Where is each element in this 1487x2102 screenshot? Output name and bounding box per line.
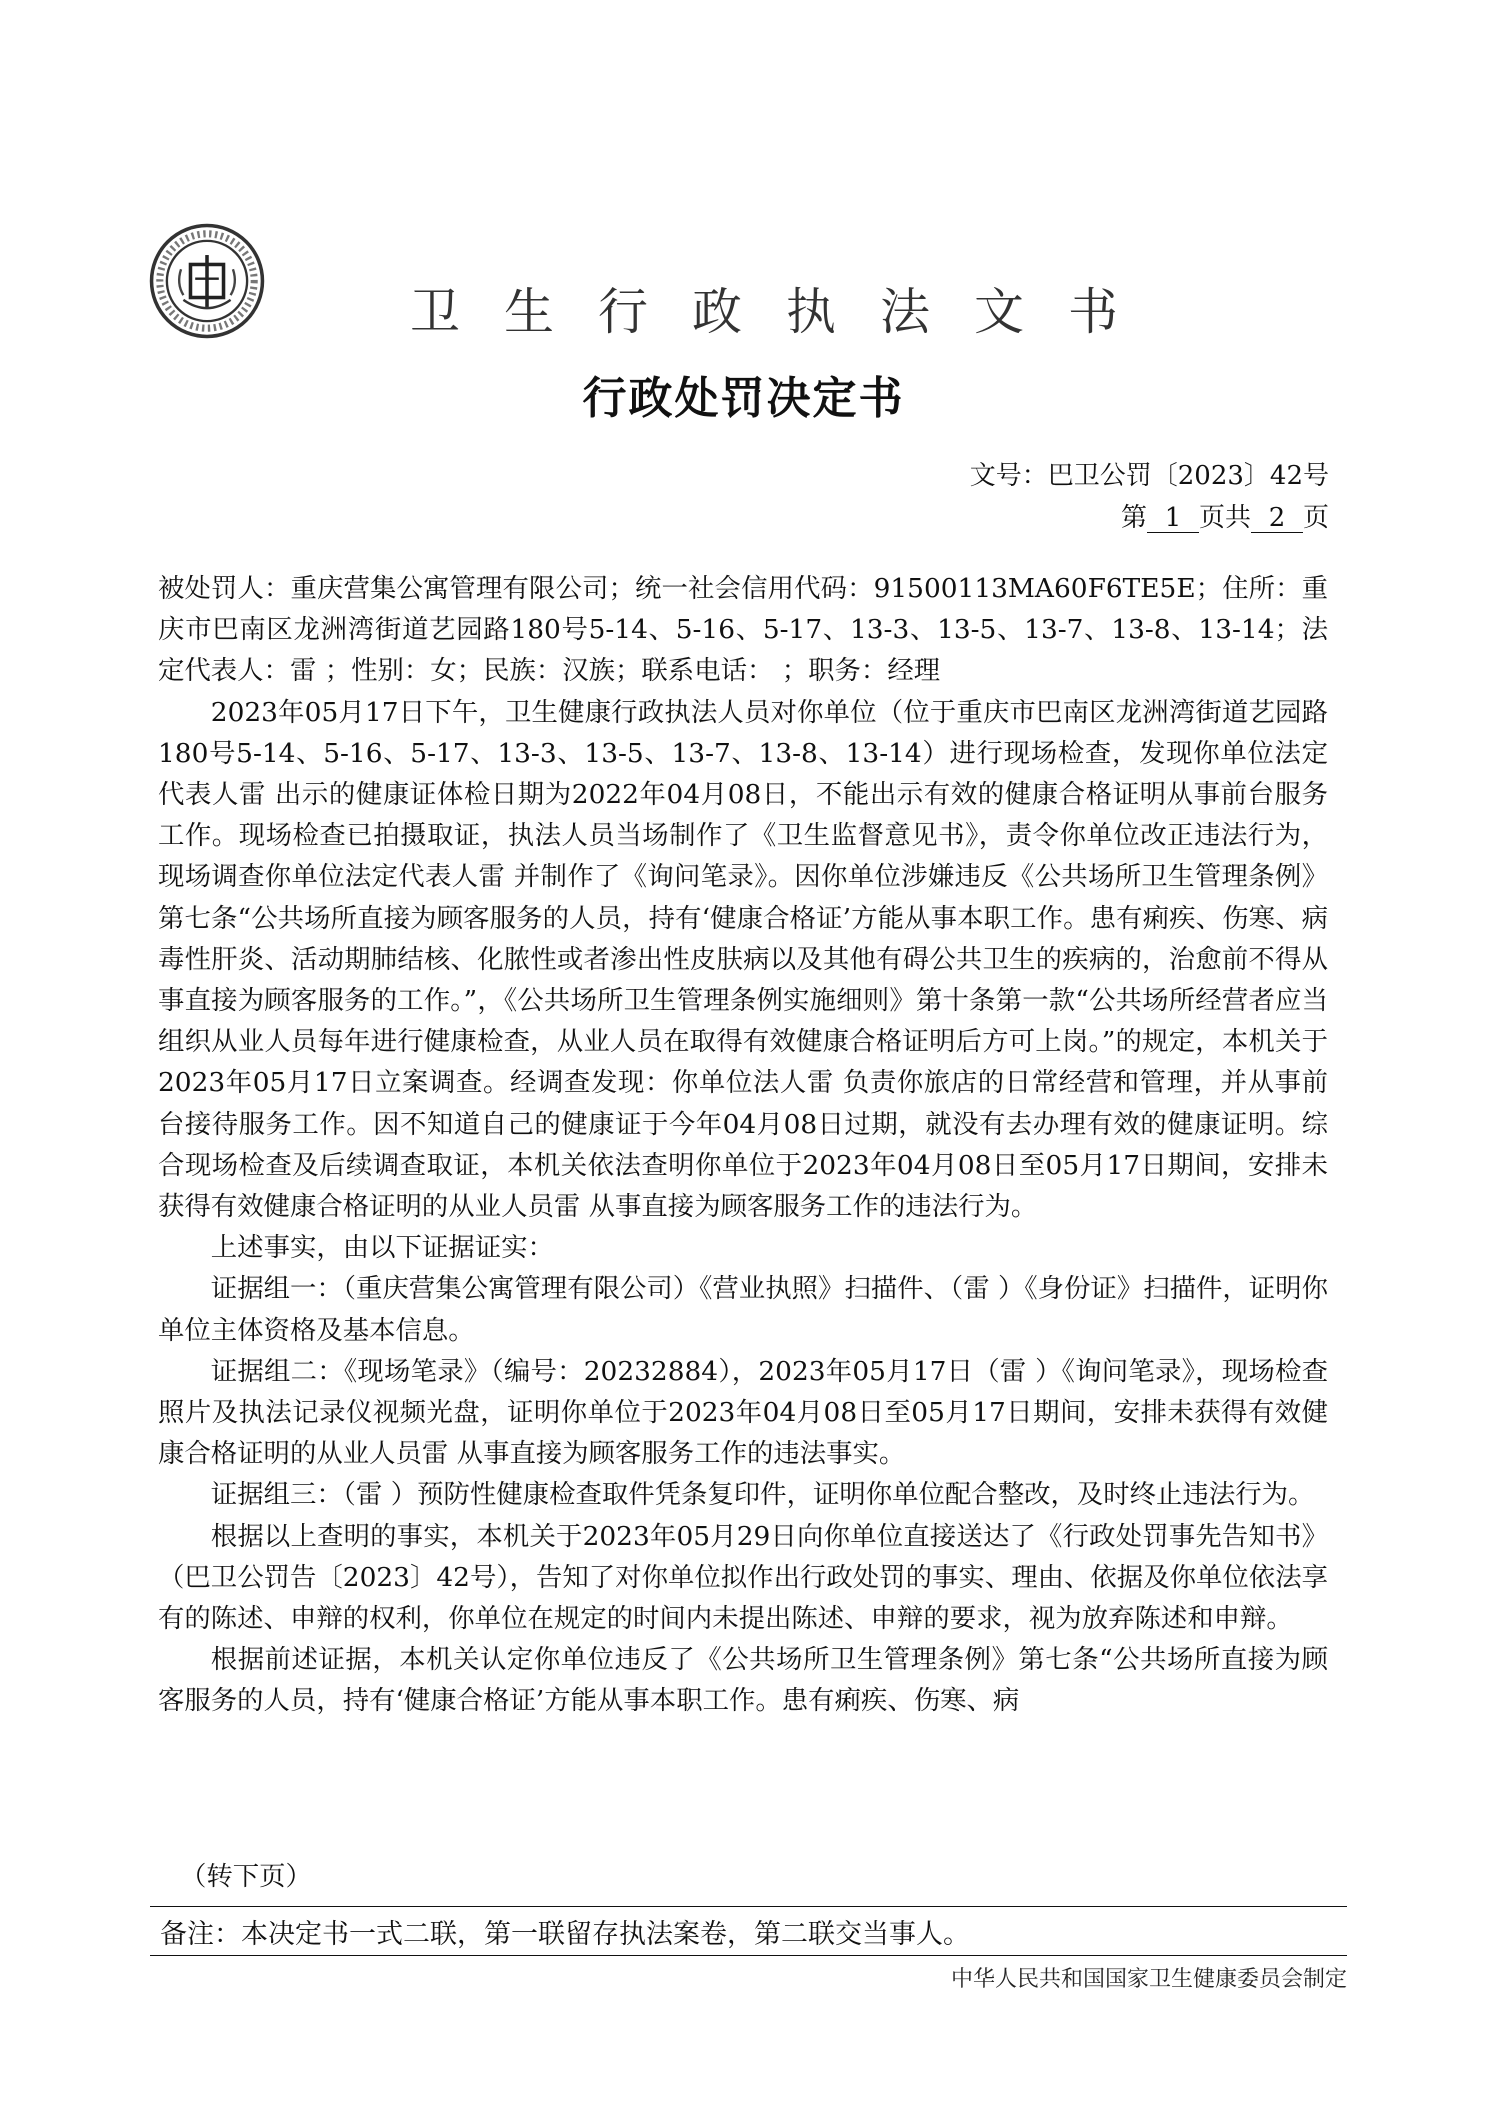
paragraph-notification: 根据以上查明的事实，本机关于2023年05月29日向你单位直接送达了《行政处罚事先告知书》（巴卫公罚告〔2023〕42号），告知了对你单位拟作出行政处罚的事实、理由、依据及你单位依法享有的陈述、申辩的权利，你单位在规定的时间内未提出陈述、申辩的要求，视为放弃陈述和申辩。: [158, 1520, 1328, 1635]
paragraph-evidence-intro: 上述事实，由以下证据证实：: [210, 1232, 554, 1264]
remarks: 备注：本决定书一式二联，第一联留存执法案卷，第二联交当事人。: [160, 1919, 970, 1950]
page-suffix: 页: [1302, 503, 1329, 533]
page-prefix: 第: [1120, 503, 1147, 533]
paragraph-evidence-3: 证据组三：（雷 ）预防性健康检查取件凭条复印件，证明你单位配合整改，及时终止违法行为。: [210, 1479, 1315, 1511]
health-emblem-icon: [148, 222, 266, 340]
issuer-footer: 中华人民共和国国家卫生健康委员会制定: [950, 1967, 1347, 1992]
document-title: 行政处罚决定书: [582, 373, 905, 424]
paragraph-facts: 2023年05月17日下午，卫生健康行政执法人员对你单位（位于重庆市巴南区龙洲湾街道艺园路180号5-14、5-16、5-17、13-3、13-5、13-7、13-8、13-14）进行现场检查，发现你单位法定代表人雷 出示的健康证体检日期为2022年04月08日，不能出示有效的健康合格证明从事前台服务工作。现场检查已拍摄取证，执法人员当场制作了《卫生监督意见书》，责令你单位改正违法行为，现场调查你单位法定代表人雷 并制作了《询问笔录》。因你单位涉嫌违反《公共场所卫生管理条例》第七条“公共场所直接为顾客服务的人员，持有‘健康合格证’方能从事本职工作。患有痢疾、伤寒、病毒性肝炎、活动期肺结核、化脓性或者渗出性皮肤病以及其他有碍公共卫生的疾病的，治愈前不得从事直接为顾客服务的工作。”，《公共场所卫生管理条例实施细则》第十条第一款“公共场所经营者应当组织从业人员每年进行健康检查，从业人员在取得有效健康合格证明后方可上岗。”的规定，本机关于2023年05月17日立案调查。经调查发现：你单位法人雷 负责你旅店的日常经营和管理，并从事前台接待服务工作。因不知道自己的健康证于今年04月08日过期，就没有去办理有效的健康证明。综合现场检查及后续调查取证，本机关依法查明你单位于2023年04月08日至05月17日期间，安排未获得有效健康合格证明的从业人员雷 从事直接为顾客服务工作的违法行为。: [158, 696, 1328, 1223]
page-middle: 页共: [1198, 503, 1251, 533]
divider-top: [150, 1906, 1347, 1907]
paragraph-evidence-1: 证据组一：（重庆营集公寓管理有限公司）《营业执照》扫描件、（雷 ）《身份证》扫描件，证明你单位主体资格及基本信息。: [158, 1273, 1328, 1346]
turn-page-note: （转下页）: [180, 1861, 312, 1892]
page-indicator: [1121, 497, 1329, 534]
header-title: 卫生行政执法文书: [410, 283, 1162, 341]
page-total: 2: [1251, 505, 1303, 533]
paragraph-evidence-2: 证据组二：《现场笔录》（编号：20232884），2023年05月17日（雷 ）《询问笔录》，现场检查照片及执法记录仪视频光盘，证明你单位于2023年04月08日至05月17日期间，安排未获得有效健康合格证明的从业人员雷 从事直接为顾客服务工作的违法事实。: [158, 1355, 1328, 1470]
paragraph-determination: 根据前述证据，本机关认定你单位违反了《公共场所卫生管理条例》第七条“公共场所直接为顾客服务的人员，持有‘健康合格证’方能从事本职工作。患有痢疾、伤寒、病: [158, 1644, 1328, 1717]
document-number: 文号：巴卫公罚〔2023〕42号: [969, 461, 1329, 491]
paragraph-respondent: 被处罚人：重庆营集公寓管理有限公司；统一社会信用代码：91500113MA60F6TE5E；住所：重庆市巴南区龙洲湾街道艺园路180号5-14、5-16、5-17、13-3、13-5、13-7、13-8、13-14；法定代表人：雷 ；性别：女；民族：汉族；联系电话： ；职务：经理: [158, 573, 1328, 687]
document-body: [158, 568, 1328, 1722]
divider-bottom: [150, 1955, 1347, 1956]
page-current: 1: [1147, 505, 1199, 533]
